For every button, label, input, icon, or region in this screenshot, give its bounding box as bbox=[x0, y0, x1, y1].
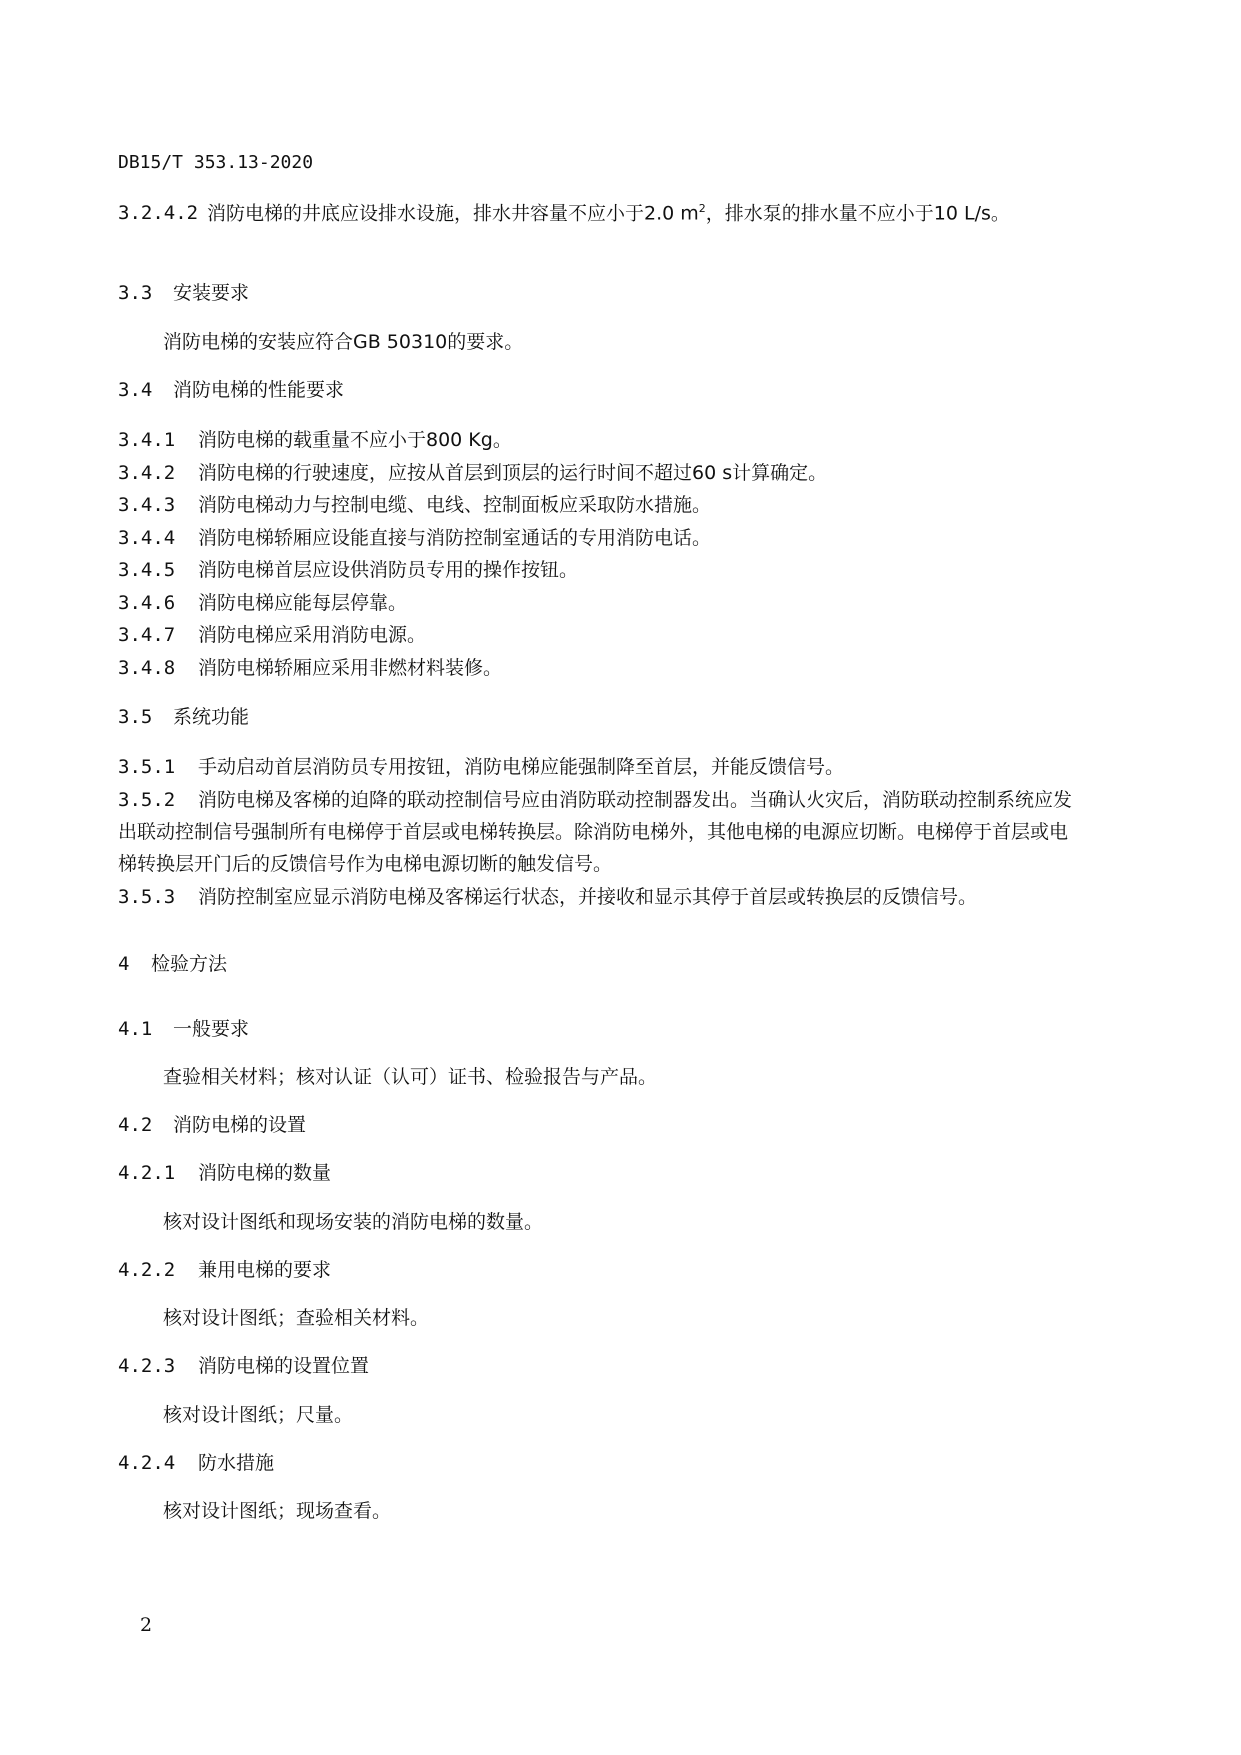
section-title: 一般要求 bbox=[173, 1018, 250, 1040]
section-heading-3-4 bbox=[118, 381, 344, 400]
section-number: 3.5 bbox=[118, 706, 153, 728]
clause-3-4-4 bbox=[118, 529, 711, 548]
chapter-number: 4 bbox=[118, 953, 130, 975]
clause-text-a: 消防电梯的井底应设排水设施，排水井容量不应小于2.0 m bbox=[207, 202, 699, 225]
page-number: 2 bbox=[140, 1614, 153, 1636]
section-body-4-2-2: 核对设计图纸；查验相关材料。 bbox=[163, 1307, 430, 1329]
clause-text: 手动启动首层消防员专用按钮，消防电梯应能强制降至首层，并能反馈信号。 bbox=[198, 756, 845, 778]
clause-number: 3.5.3 bbox=[118, 886, 176, 908]
clause-number: 3.4.1 bbox=[118, 429, 176, 451]
section-body-4-2-3: 核对设计图纸；尺量。 bbox=[163, 1404, 354, 1426]
section-heading-4-2-4 bbox=[118, 1454, 274, 1473]
clause-text-b: ，排水泵的排水量不应小于10 L/s。 bbox=[705, 202, 1010, 225]
clause-number: 3.4.4 bbox=[118, 527, 176, 549]
clause-text: 消防电梯动力与控制电缆、电线、控制面板应采取防水措施。 bbox=[198, 494, 712, 516]
clause-number: 3.4.8 bbox=[118, 657, 176, 679]
clause-number: 3.5.1 bbox=[118, 756, 176, 778]
section-title: 消防电梯的设置 bbox=[173, 1114, 307, 1136]
clause-number: 3.5.2 bbox=[118, 789, 176, 811]
section-title: 防水措施 bbox=[198, 1452, 275, 1474]
clause-3-5-3 bbox=[118, 888, 977, 907]
clause-3-5-1 bbox=[118, 758, 844, 777]
section-number: 4.2.3 bbox=[118, 1355, 176, 1377]
section-heading-4-2-1 bbox=[118, 1164, 331, 1183]
clause-text: 消防电梯轿厢应设能直接与消防控制室通话的专用消防电话。 bbox=[198, 527, 712, 549]
superscript: 2 bbox=[698, 202, 706, 215]
chapter-title: 检验方法 bbox=[151, 953, 228, 975]
clause-text: 消防电梯首层应设供消防员专用的操作按钮。 bbox=[198, 559, 579, 581]
clause-3-4-8 bbox=[118, 659, 502, 678]
section-title: 消防电梯的性能要求 bbox=[173, 379, 345, 401]
clause-number: 3.4.2 bbox=[118, 462, 176, 484]
clause-number: 3.4.7 bbox=[118, 624, 176, 646]
clause-number: 3.4.5 bbox=[118, 559, 176, 581]
clause-number: 3.4.3 bbox=[118, 494, 176, 516]
clause-3-4-1 bbox=[118, 431, 512, 450]
clause-text: 消防电梯应能每层停靠。 bbox=[198, 592, 408, 614]
section-heading-4-2-3 bbox=[118, 1357, 369, 1376]
section-number: 4.1 bbox=[118, 1018, 153, 1040]
clause-number: 3.2.4.2 bbox=[118, 202, 199, 225]
section-number: 4.2.4 bbox=[118, 1452, 176, 1474]
clause-text: 消防电梯的行驶速度，应按从首层到顶层的运行时间不超过60 s计算确定。 bbox=[198, 462, 828, 484]
section-title: 消防电梯的设置位置 bbox=[198, 1355, 370, 1377]
clause-text: 消防电梯的载重量不应小于800 Kg。 bbox=[198, 429, 512, 451]
section-heading-4-2-2 bbox=[118, 1261, 331, 1280]
section-body-3-3: 消防电梯的安装应符合GB 50310的要求。 bbox=[163, 331, 524, 353]
section-heading-3-3 bbox=[118, 284, 249, 303]
chapter-heading-4 bbox=[118, 955, 227, 974]
section-heading-4-2 bbox=[118, 1116, 306, 1135]
clause-text: 消防电梯应采用消防电源。 bbox=[198, 624, 427, 646]
section-body-4-1: 查验相关材料；核对认证（认可）证书、检验报告与产品。 bbox=[163, 1066, 658, 1088]
clause-3-4-2 bbox=[118, 464, 827, 483]
clause-3-4-6 bbox=[118, 594, 407, 613]
clause-3-4-3 bbox=[118, 496, 711, 515]
section-number: 3.3 bbox=[118, 282, 153, 304]
section-heading-4-1 bbox=[118, 1020, 249, 1039]
section-number: 4.2.1 bbox=[118, 1162, 176, 1184]
clause-text: 消防控制室应显示消防电梯及客梯运行状态，并接收和显示其停于首层或转换层的反馈信号。 bbox=[198, 886, 978, 908]
section-title: 消防电梯的数量 bbox=[198, 1162, 332, 1184]
clause-3-4-5 bbox=[118, 561, 578, 580]
section-title: 系统功能 bbox=[173, 706, 250, 728]
section-title: 安装要求 bbox=[173, 282, 250, 304]
document-code: DB15/T 353.13-2020 bbox=[118, 152, 314, 173]
section-number: 4.2.2 bbox=[118, 1259, 176, 1281]
clause-3-4-7 bbox=[118, 626, 426, 645]
clause-3-2-4-2 bbox=[118, 193, 1083, 229]
section-number: 4.2 bbox=[118, 1114, 153, 1136]
clause-text: 消防电梯轿厢应采用非燃材料装修。 bbox=[198, 657, 503, 679]
section-title: 兼用电梯的要求 bbox=[198, 1259, 332, 1281]
section-body-4-2-4: 核对设计图纸；现场查看。 bbox=[163, 1500, 392, 1522]
section-heading-3-5 bbox=[118, 708, 249, 727]
section-number: 3.4 bbox=[118, 379, 153, 401]
clause-text: 消防电梯及客梯的迫降的联动控制信号应由消防联动控制器发出。当确认火灾后，消防联动控制系统应发出联动控制信号强制所有电梯停于首层或电梯转换层。除消防电梯外，其他电梯的电源应切断。电梯停于首层或电梯转换层开门后的反馈信号作为电梯电源切断的触发信号。 bbox=[118, 789, 1073, 875]
section-body-4-2-1: 核对设计图纸和现场安装的消防电梯的数量。 bbox=[163, 1211, 544, 1233]
clause-number: 3.4.6 bbox=[118, 592, 176, 614]
clause-3-5-2 bbox=[118, 784, 1083, 880]
